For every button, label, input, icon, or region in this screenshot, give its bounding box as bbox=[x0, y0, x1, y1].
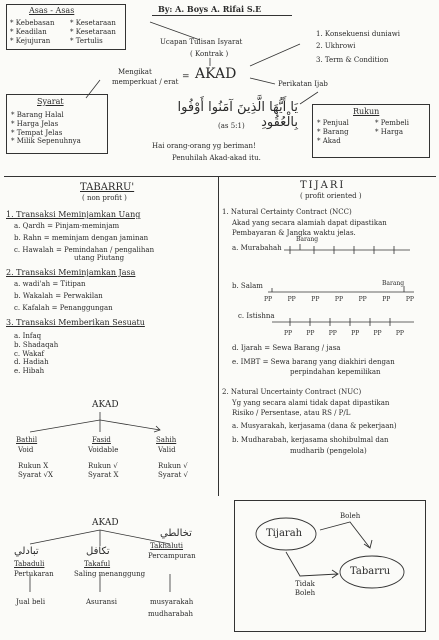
tijari-subtitle: ( profit oriented ) bbox=[300, 192, 362, 200]
salam-barang: Barang bbox=[382, 280, 405, 287]
tabarru-subtitle: ( non profit ) bbox=[82, 194, 127, 202]
tabarru-s3-list: a. Infaq b. Shadaqah c. Wakaf d. Hadiah e. Hibah bbox=[14, 332, 59, 375]
imbt-text2: perpindahan kepemilikan bbox=[290, 368, 381, 376]
rukun-title: Rukun bbox=[353, 107, 380, 116]
verse-line2: Penuhilah Akad-akad itu. bbox=[172, 154, 261, 162]
tabarru-s1-list: a. Qardh = Pinjam-meminjam b. Rahn = meminjam dengan jaminan c. Hawalah = Pemindahan / pengalihan utang Piutang bbox=[14, 222, 155, 263]
types-akad-title: AKAD bbox=[92, 518, 119, 528]
murabahah-barang: Barang bbox=[296, 236, 319, 243]
takaful-arabic: تكافل bbox=[86, 546, 110, 557]
batal-en: Void bbox=[18, 446, 34, 454]
ncc-desc1: Akad yang secara alamiah dapat dipastikan bbox=[232, 219, 387, 227]
tabarru-s2-list: a. wadi'ah = Titipan b. Wakalah = Perwakilan c. Kafalah = Penanggungan bbox=[14, 280, 113, 312]
konsekuensi-list: 1. Konsekuensi duniawi 2. Ukhrowi 3. Term & Condition bbox=[316, 30, 400, 64]
akad-heading: AKAD bbox=[195, 66, 237, 82]
validity-akad-title: AKAD bbox=[92, 400, 119, 410]
nuc-title: 2. Natural Uncertainty Contract (NUC) bbox=[222, 388, 362, 396]
tabaduli-arabic: تبادلي bbox=[14, 546, 39, 557]
types-out-asuransi: Asuransi bbox=[86, 598, 118, 606]
memperkuat-text: memperkuat / erat bbox=[112, 78, 179, 86]
sahih-en: Valid bbox=[158, 446, 176, 454]
tabaduli-desc: Pertukaran bbox=[14, 570, 54, 578]
fasid-en: Voidable bbox=[88, 446, 119, 454]
equals-sign: = bbox=[182, 72, 190, 82]
ncc-title: 1. Natural Certainty Contract (NCC) bbox=[222, 208, 352, 216]
author-credit: By: A. Boys A. Rifai S.E bbox=[158, 4, 262, 14]
types-out-mudharabah: mudharabah bbox=[148, 610, 193, 618]
verse-ref: (as 5:1) bbox=[218, 122, 245, 130]
takaful-desc: Saling menanggung bbox=[74, 570, 146, 578]
ijarah-text: d. Ijarah = Sewa Barang / jasa bbox=[232, 344, 341, 352]
batal-label: Bathil bbox=[16, 436, 38, 444]
tabarru-title: TABARRU' bbox=[80, 182, 135, 193]
diagram-tidak-boleh: Tidak Boleh bbox=[294, 580, 316, 597]
tabarru-s3-title: 3. Transaksi Memberikan Sesuatu bbox=[6, 318, 145, 327]
nuc-desc2: Risiko / Persentase, atau RS / P/L bbox=[232, 409, 351, 417]
diagram-tabarru: Tabarru bbox=[350, 566, 391, 577]
musyarakah-text: a. Musyarakah, kerjasama (dana & pekerjaan) bbox=[232, 422, 397, 430]
istishna-label: c. Istishna bbox=[238, 312, 275, 320]
salam-pp-row: PP PP PP PP PP PP PP bbox=[264, 296, 414, 303]
takhaluti-arabic: تخالطي bbox=[160, 528, 192, 539]
perikatan-text: Perikatan Ijab bbox=[278, 80, 328, 88]
kontrak-text: ( Kontrak ) bbox=[190, 50, 229, 58]
sahih-conditions: Rukun √ Syarat √ bbox=[158, 462, 188, 479]
mudharabah-text2: mudharib (pengelola) bbox=[290, 447, 367, 455]
types-out-musyarakah: musyarakah bbox=[150, 598, 194, 606]
ncc-desc2: Pembayaran & Jangka waktu jelas. bbox=[232, 229, 356, 237]
asas-list: * Kebebasan * Kesetaraan * Keadilan * Kesetaraan * Kejujuran * Tertulis bbox=[10, 19, 116, 45]
diagram-boleh: Boleh bbox=[340, 512, 361, 520]
takaful-label: Takaful bbox=[84, 560, 111, 568]
syarat-title: Syarat bbox=[37, 97, 64, 106]
tabarru-s2-title: 2. Transaksi Meminjamkan Jasa bbox=[6, 268, 136, 277]
nuc-desc1: Yg yang secara alami tidak dapat dipastikan bbox=[232, 399, 390, 407]
mengikat-text: Mengikat bbox=[118, 68, 152, 76]
murabahah-label: a. Murabahah bbox=[232, 244, 282, 252]
verse-arabic: يَا أَيُّهَا الَّذِينَ آمَنُوا أَوْفُوا بِالْعُقُودِ bbox=[177, 100, 298, 130]
asas-title: Asas - Asas bbox=[29, 6, 75, 15]
types-out-jualbeli: Jual beli bbox=[16, 598, 46, 606]
sahih-label: Sahih bbox=[156, 436, 177, 444]
takhaluti-desc: Percampuran bbox=[148, 552, 196, 560]
syarat-list: * Barang Halal * Harga Jelas * Tempat Jelas * Milik Sepenuhnya bbox=[11, 111, 81, 146]
tabaduli-label: Tabaduli bbox=[14, 560, 45, 568]
salam-label: b. Salam bbox=[232, 282, 263, 290]
istishna-pp-row: PP PP PP PP PP PP bbox=[284, 330, 404, 337]
verse-line1: Hai orang-orang yg beriman! bbox=[152, 142, 256, 150]
ucapan-text: Ucapan Tulisan Isyarat bbox=[160, 38, 243, 46]
tijari-title: TIJARI bbox=[300, 180, 346, 191]
takhaluti-label: Takhaluti bbox=[150, 542, 184, 550]
tabarru-s1-title: 1. Transaksi Meminjamkan Uang bbox=[6, 210, 141, 219]
fasid-label: Fasid bbox=[92, 436, 111, 444]
imbt-text1: e. IMBT = Sewa barang yang diakhiri dengan bbox=[232, 358, 395, 366]
diagram-tijarah: Tijarah bbox=[266, 528, 303, 539]
rukun-list: * Penjual * Pembeli * Barang * Harga * Akad bbox=[317, 119, 410, 145]
mudharabah-text1: b. Mudharabah, kerjasama shohibulmal dan bbox=[232, 436, 389, 444]
fasid-conditions: Rukun √ Syarat X bbox=[88, 462, 119, 479]
batal-conditions: Rukun X Syarat √X bbox=[18, 462, 53, 479]
